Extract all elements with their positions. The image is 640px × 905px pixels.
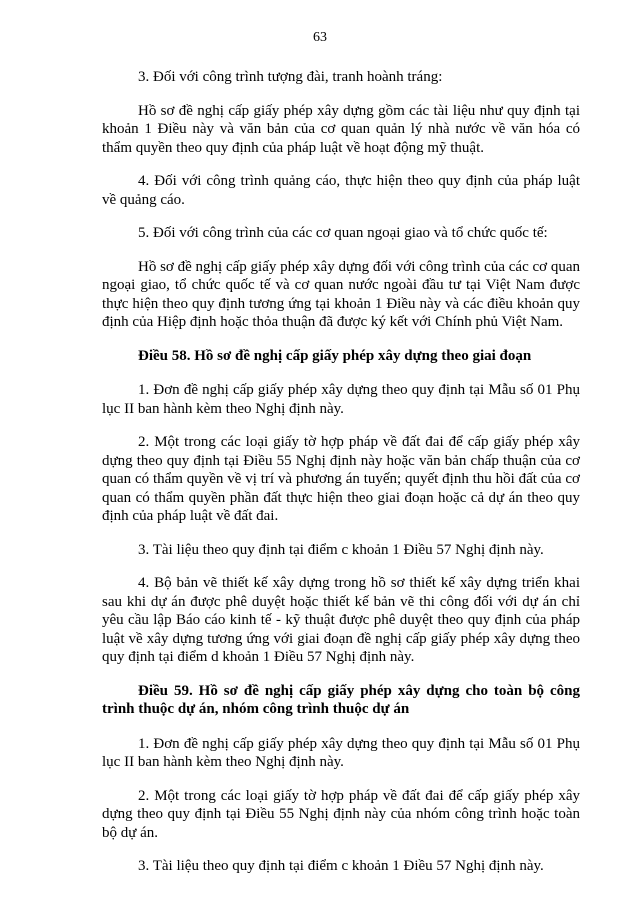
article-59-heading: Điều 59. Hồ sơ đề nghị cấp giấy phép xây dựng cho toàn bộ công trình thuộc dự án, nhóm công trình thuộc dự án: [102, 682, 580, 717]
article-58-item-4: 4. Bộ bản vẽ thiết kế xây dựng trong hồ sơ thiết kế xây dựng triển khai sau khi dự án được phê duyệt hoặc thiết kế bản vẽ thi công đối với dự án chỉ yêu cầu lập Báo cáo kinh tế - kỹ thuật được phê duyệt theo quy định của pháp luật về xây dựng tương ứng với giai đoạn đề nghị cấp giấy phép xây dựng theo quy định tại điểm d khoản 1 Điều 57 Nghị định này.: [102, 575, 580, 665]
clause-5-body: Hồ sơ đề nghị cấp giấy phép xây dựng đối với công trình của các cơ quan ngoại giao, tổ chức quốc tế và cơ quan nước ngoài đầu tư tại Việt Nam được thực hiện theo quy định tương ứng tại khoản 1 Điều này và các điều khoản quy định của Hiệp định hoặc thỏa thuận đã được ký kết với Chính phủ Việt Nam.: [102, 258, 580, 330]
clause-3-body: Hồ sơ đề nghị cấp giấy phép xây dựng gồm các tài liệu như quy định tại khoản 1 Điều này và văn bản của cơ quan quản lý nhà nước về văn hóa có thẩm quyền theo quy định của pháp luật về hoạt động mỹ thuật.: [102, 102, 580, 156]
clause-3-monuments: 3. Đối với công trình tượng đài, tranh hoành tráng:: [138, 69, 443, 85]
article-58-item-1: 1. Đơn đề nghị cấp giấy phép xây dựng theo quy định tại Mẫu số 01 Phụ lục II ban hành kèm theo Nghị định này.: [102, 382, 580, 417]
clause-5-diplomatic: 5. Đối với công trình của các cơ quan ngoại giao và tổ chức quốc tế:: [138, 225, 548, 241]
article-58-item-3: 3. Tài liệu theo quy định tại điểm c khoản 1 Điều 57 Nghị định này.: [138, 541, 544, 558]
article-59-item-2: 2. Một trong các loại giấy tờ hợp pháp về đất đai để cấp giấy phép xây dựng theo quy định tại Điều 55 Nghị định này của nhóm công trình hoặc toàn bộ dự án.: [102, 787, 580, 841]
clause-4-advertising: 4. Đối với công trình quảng cáo, thực hiện theo quy định của pháp luật về quảng cáo.: [102, 173, 580, 208]
article-58-heading: Điều 58. Hồ sơ đề nghị cấp giấy phép xây dựng theo giai đoạn: [138, 347, 532, 364]
page-number: 63: [313, 30, 327, 45]
document-body: [102, 68, 580, 891]
article-58-item-2: 2. Một trong các loại giấy tờ hợp pháp về đất đai để cấp giấy phép xây dựng theo quy định tại Điều 55 Nghị định này hoặc văn bản chấp thuận của cơ quan có thẩm quyền về vị trí và phương án tuyến; quyết định thu hồi đất của cơ quan có thẩm quyền phần đất thực hiện theo giai đoạn hoặc cả dự án theo quy định của pháp luật về đất đai.: [102, 434, 580, 524]
article-59-item-1: 1. Đơn đề nghị cấp giấy phép xây dựng theo quy định tại Mẫu số 01 Phụ lục II ban hành kèm theo Nghị định này.: [102, 735, 580, 770]
article-59-item-3: 3. Tài liệu theo quy định tại điểm c khoản 1 Điều 57 Nghị định này.: [138, 858, 544, 874]
